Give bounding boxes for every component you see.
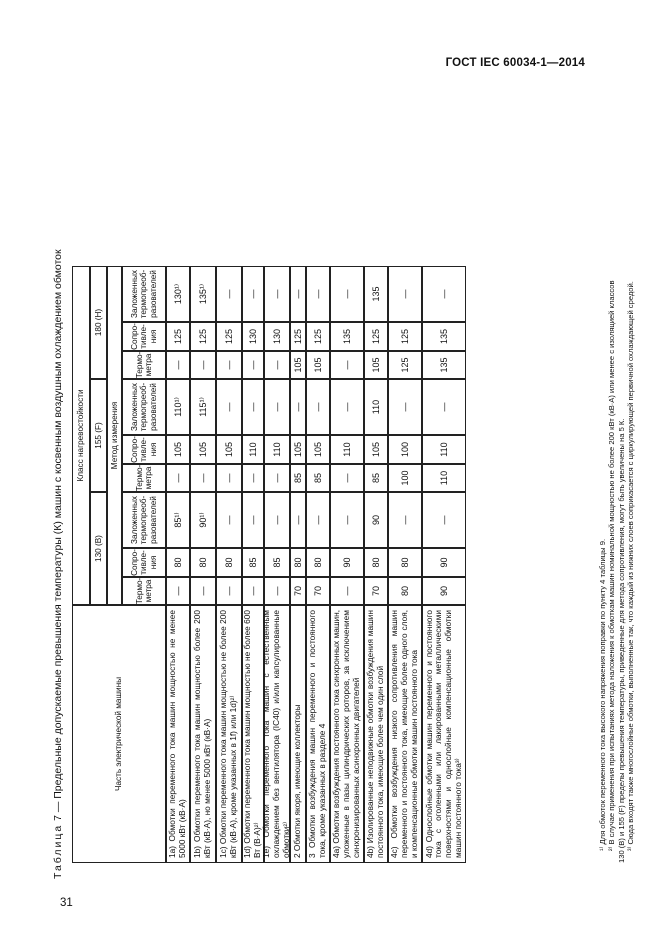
value-cell: — xyxy=(422,266,466,322)
temperature-table xyxy=(72,266,466,863)
value-cell: — xyxy=(388,492,422,548)
value-cell: 85 xyxy=(242,548,264,577)
row-label: 1c) Обмотки переменного тока машин мощностью не более 200 кВт (кВ·А), кроме указанных в 1f) или 1d)²⁾ xyxy=(216,605,242,863)
value-cell: 125 xyxy=(364,322,388,351)
value-cell: — xyxy=(166,464,190,492)
value-cell: — xyxy=(422,379,466,435)
value-cell: 85 xyxy=(364,464,388,492)
value-cell: — xyxy=(190,464,216,492)
value-cell: 85 xyxy=(306,464,330,492)
method-subheader: Заложенных термопреоб-разователей xyxy=(122,492,166,548)
row-label: 1а) Обмотки переменного тока машин мощностью не менее 5000 кВт (кВ·А) xyxy=(166,605,190,863)
value-cell: 105 xyxy=(166,435,190,464)
value-cell: — xyxy=(306,266,330,322)
value-cell: 105 xyxy=(190,435,216,464)
value-cell: — xyxy=(190,351,216,379)
value-cell: — xyxy=(388,379,422,435)
value-cell: — xyxy=(330,492,364,548)
value-cell: 110 xyxy=(422,435,466,464)
method-subheader: Сопро-тивле-ния xyxy=(122,548,166,577)
class-1-header: 155 (F) xyxy=(90,379,107,492)
value-cell: — xyxy=(264,464,290,492)
value-cell: 90 xyxy=(422,548,466,577)
value-cell: 130 xyxy=(242,322,264,351)
method-header: Метод измерения xyxy=(107,266,122,605)
footnote: 130 (В) и 155 (F) пределы превышения температуры, приведенные для метода сопротивления, могут быть увеличены на 5 К. xyxy=(616,418,626,863)
value-cell: — xyxy=(330,379,364,435)
method-subheader: Термо-метра xyxy=(122,577,166,605)
value-cell: — xyxy=(242,351,264,379)
value-cell: 110 xyxy=(264,435,290,464)
value-cell: 105 xyxy=(364,351,388,379)
value-cell: — xyxy=(306,379,330,435)
row-label: 3 Обмотки возбуждения машин переменного и постоянного тока, кроме указанных в разделе 4 xyxy=(306,605,330,863)
value-cell: 70 xyxy=(364,577,388,605)
value-cell: 90 xyxy=(330,548,364,577)
value-cell: — xyxy=(216,464,242,492)
method-subheader: Сопро-тивле-ния xyxy=(122,435,166,464)
value-cell: — xyxy=(242,464,264,492)
value-cell: — xyxy=(242,379,264,435)
value-cell: — xyxy=(216,577,242,605)
value-cell: — xyxy=(264,379,290,435)
row-label: 1d) Обмотки переменного тока машин мощностью не более 600 Вт (В·А)²⁾ xyxy=(242,605,264,863)
value-cell: 130 xyxy=(264,322,290,351)
value-cell: 80 xyxy=(166,548,190,577)
value-cell: — xyxy=(388,266,422,322)
value-cell: 135 xyxy=(422,351,466,379)
value-cell: — xyxy=(306,492,330,548)
value-cell: — xyxy=(290,492,306,548)
value-cell: 125 xyxy=(306,322,330,351)
value-cell: — xyxy=(166,351,190,379)
value-cell: 80 xyxy=(290,548,306,577)
row-label: 4с) Обмотки возбуждения низкого сопротивления машин переменного и постоянного тока, имеющие более одного слоя, и компенсационные обмотки машин постоянного тока xyxy=(388,605,422,863)
value-cell: 110 xyxy=(422,464,466,492)
row-label: 2 Обмотки якоря, имеющие коллекторы xyxy=(290,605,306,863)
method-subheader: Заложенных термопреоб-разователей xyxy=(122,379,166,435)
value-cell: — xyxy=(242,492,264,548)
value-cell: 135 xyxy=(364,266,388,322)
value-cell: — xyxy=(264,577,290,605)
value-cell: — xyxy=(216,266,242,322)
method-subheader: Заложенных термопреоб-разователей xyxy=(122,266,166,322)
value-cell: 125 xyxy=(290,322,306,351)
footnote: ¹⁾ Для обмоток переменного тока высокого напряжения поправки по пункту 4 таблицы 9. xyxy=(598,538,607,851)
value-cell: 85 xyxy=(290,464,306,492)
value-cell: — xyxy=(330,464,364,492)
row-label: 4а) Обмотки возбуждения постоянного тока синхронных машин, уложенные в пазы цилиндрических роторов, за исключением синхронизированных асинхронных двигателей xyxy=(330,605,364,863)
value-cell: 90 xyxy=(422,577,466,605)
value-cell: 125 xyxy=(166,322,190,351)
value-cell: 80 xyxy=(190,548,216,577)
value-cell: 105 xyxy=(290,351,306,379)
value-cell: — xyxy=(242,266,264,322)
footnote: ³⁾ Сюда входят также многослойные обмотки, выполненные так, что каждый из нижних слоев соприкасается с циркулирующей первичной охлаждающей средой. xyxy=(625,281,635,851)
value-cell: 70 xyxy=(306,577,330,605)
value-cell: 105 xyxy=(306,351,330,379)
value-cell: — xyxy=(330,266,364,322)
value-cell: 105 xyxy=(364,435,388,464)
value-cell: 125 xyxy=(190,322,216,351)
value-cell: 100 xyxy=(388,464,422,492)
value-cell: — xyxy=(242,577,264,605)
class-header: Класс нагревостойкости xyxy=(72,266,90,605)
table-footnotes xyxy=(598,280,635,863)
value-cell: 80 xyxy=(388,548,422,577)
value-cell: 80 xyxy=(306,548,330,577)
row-label: 4d) Однослойные обмотки машин переменного и постоянного тока с оголенными или лакированными металлическими поверхностями и однослойные компенсационные обмотки машин постоянного тока³⁾ xyxy=(422,605,466,863)
value-cell: — xyxy=(216,351,242,379)
value-cell: 105 xyxy=(306,435,330,464)
document-header: ГОСТ IEC 60034-1—2014 xyxy=(445,57,585,69)
value-cell: — xyxy=(264,492,290,548)
value-cell: — xyxy=(330,351,364,379)
method-subheader: Термо-метра xyxy=(122,351,166,379)
table-caption xyxy=(52,249,64,879)
value-cell: 135 xyxy=(422,322,466,351)
method-subheader: Сопро-тивле-ния xyxy=(122,322,166,351)
method-subheader: Термо-метра xyxy=(122,464,166,492)
value-cell: 125 xyxy=(216,322,242,351)
caption-label: Таблица xyxy=(52,823,64,879)
footnote: ²⁾ В случае применения при испытаниях метода наложения к обмоткам машин номинальной мощностью не более 200 кВт (кВ·А) или менее с изоляцией классов xyxy=(607,280,617,851)
row-label: 1е) Обмотки переменного тока машин с естественным охлаждением без вентилятора (IC40) и/или капсулированные обмотки²⁾ xyxy=(264,605,290,863)
value-cell: — xyxy=(166,577,190,605)
value-cell: 130¹⁾ xyxy=(166,266,190,322)
value-cell: 135¹⁾ xyxy=(190,266,216,322)
value-cell: 105 xyxy=(290,435,306,464)
rotated-table-block xyxy=(52,95,635,885)
class-2-header: 180 (H) xyxy=(90,266,107,379)
value-cell: — xyxy=(264,266,290,322)
class-0-header: 130 (B) xyxy=(90,492,107,605)
value-cell: — xyxy=(190,577,216,605)
value-cell: 125 xyxy=(388,322,422,351)
value-cell: 80 xyxy=(388,577,422,605)
value-cell: — xyxy=(290,266,306,322)
value-cell: — xyxy=(290,379,306,435)
value-cell: 105 xyxy=(216,435,242,464)
value-cell: 125 xyxy=(388,351,422,379)
row-label: 4b) Изолированные неподвижные обмотки возбуждения машин постоянного тока, имеющие более чем один слой xyxy=(364,605,388,863)
value-cell: 85¹⁾ xyxy=(166,492,190,548)
value-cell: 110¹⁾ xyxy=(166,379,190,435)
value-cell: 70 xyxy=(290,577,306,605)
value-cell: 110 xyxy=(330,435,364,464)
value-cell: 110 xyxy=(242,435,264,464)
value-cell: — xyxy=(216,379,242,435)
row-label: 1b) Обмотки переменного тока машин мощностью более 200 кВт (кВ·А), но менее 5000 кВт (кВ·А) xyxy=(190,605,216,863)
value-cell: 115¹⁾ xyxy=(190,379,216,435)
value-cell: 110 xyxy=(364,379,388,435)
value-cell: 100 xyxy=(388,435,422,464)
value-cell: 135 xyxy=(330,322,364,351)
part-header: Часть электрической машины xyxy=(72,605,166,863)
value-cell: — xyxy=(422,492,466,548)
value-cell: 80 xyxy=(364,548,388,577)
page-number: 31 xyxy=(60,897,73,909)
caption-text: 7 — Предельные допускаемые превышения температуры (К) машин с косвенным воздушным охлаждением обмоток xyxy=(52,249,64,824)
value-cell: 90¹⁾ xyxy=(190,492,216,548)
value-cell: — xyxy=(264,351,290,379)
value-cell: 80 xyxy=(216,548,242,577)
value-cell: 90 xyxy=(364,492,388,548)
value-cell: 85 xyxy=(264,548,290,577)
value-cell: — xyxy=(330,577,364,605)
value-cell: — xyxy=(216,492,242,548)
